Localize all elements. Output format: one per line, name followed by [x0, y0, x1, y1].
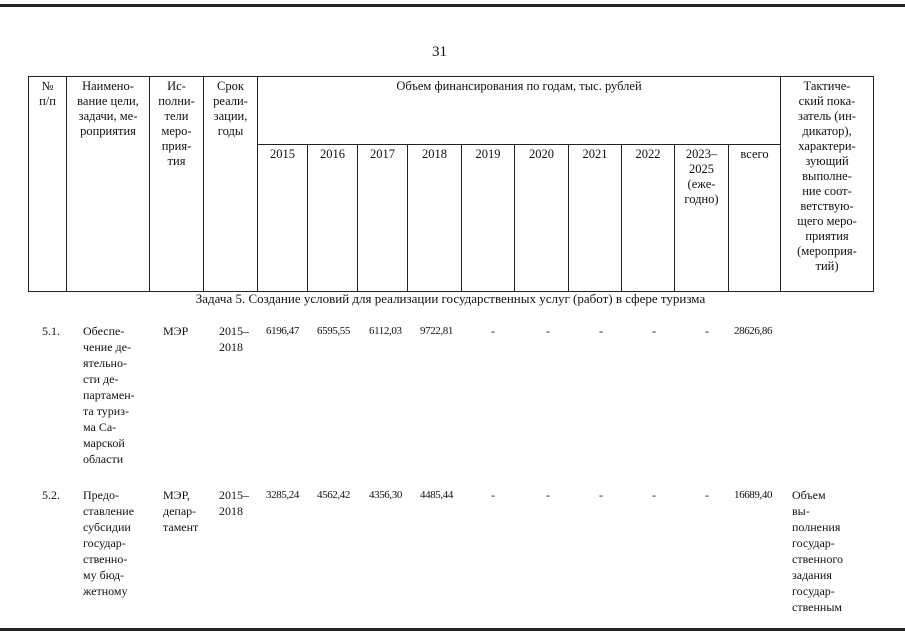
- row-value: 3285,24: [266, 489, 299, 501]
- row-value: 4356,30: [369, 489, 402, 501]
- header-name: Наимено- вание цели, задачи, ме- роприятия: [67, 77, 150, 292]
- row-value: 4562,42: [317, 489, 350, 501]
- page-number: 31: [432, 44, 447, 60]
- row-name: Обеспе- чение де- ятельно- сти де- партамен- та туриз- ма Са- марской области: [83, 324, 135, 466]
- row-period: 2015– 2018: [219, 488, 249, 518]
- row-num: 5.2.: [42, 488, 60, 502]
- header-year: 2021: [569, 144, 622, 291]
- bottom-border-line: [0, 628, 905, 631]
- row-total: 28626,86: [734, 325, 773, 337]
- header-period: Срок реали- зации, годы: [204, 77, 258, 292]
- header-year: 2023– 2025 (еже- годно): [675, 144, 729, 291]
- row-value: -: [652, 488, 656, 502]
- row-value: 4485,44: [420, 489, 453, 501]
- header-year: 2020: [515, 144, 569, 291]
- row-value: -: [705, 324, 709, 338]
- header-year: 2016: [308, 144, 358, 291]
- row-value: -: [599, 488, 603, 502]
- row-value: 6196,47: [266, 325, 299, 337]
- row-executors: МЭР: [163, 324, 189, 338]
- header-year: 2017: [358, 144, 408, 291]
- row-name: Предо- ставление субсидии государ- ственно- му бюд- жетному: [83, 488, 135, 598]
- row-value: -: [491, 488, 495, 502]
- row-value: -: [491, 324, 495, 338]
- row-value: 9722,81: [420, 325, 453, 337]
- row-value: 6595,55: [317, 325, 350, 337]
- header-year: 2022: [622, 144, 675, 291]
- row-value: -: [546, 324, 550, 338]
- header-year: 2015: [258, 144, 308, 291]
- row-executors: МЭР, депар- тамент: [163, 488, 199, 534]
- row-value: -: [599, 324, 603, 338]
- header-year: 2019: [462, 144, 515, 291]
- header-num: № п/п: [29, 77, 67, 292]
- row-value: -: [705, 488, 709, 502]
- header-funding: Объем финансирования по годам, тыс. рублей: [258, 77, 781, 145]
- row-value: -: [546, 488, 550, 502]
- row-num: 5.1.: [42, 324, 60, 338]
- row-total: 16689,40: [734, 489, 773, 501]
- funding-table-header: [28, 76, 874, 292]
- row-value: 6112,03: [369, 325, 402, 337]
- task-title: Задача 5. Создание условий для реализации государственных услуг (работ) в сфере туризма: [195, 291, 706, 306]
- row-value: -: [652, 324, 656, 338]
- top-border-line: [0, 4, 905, 7]
- header-year: 2018: [408, 144, 462, 291]
- header-total: всего: [729, 144, 781, 291]
- row-period: 2015– 2018: [219, 324, 249, 354]
- row-indicator: Объем вы- полнения государ- ственного задания государ- ственным: [792, 488, 843, 614]
- header-indicator: Тактиче- ский пока- затель (ин- дикатор), характери- зующий выполне- ние соот- ветствую- щего меро- приятия (мероприя- тий): [781, 77, 874, 292]
- header-executors: Ис- полни- тели меро- прия- тия: [150, 77, 204, 292]
